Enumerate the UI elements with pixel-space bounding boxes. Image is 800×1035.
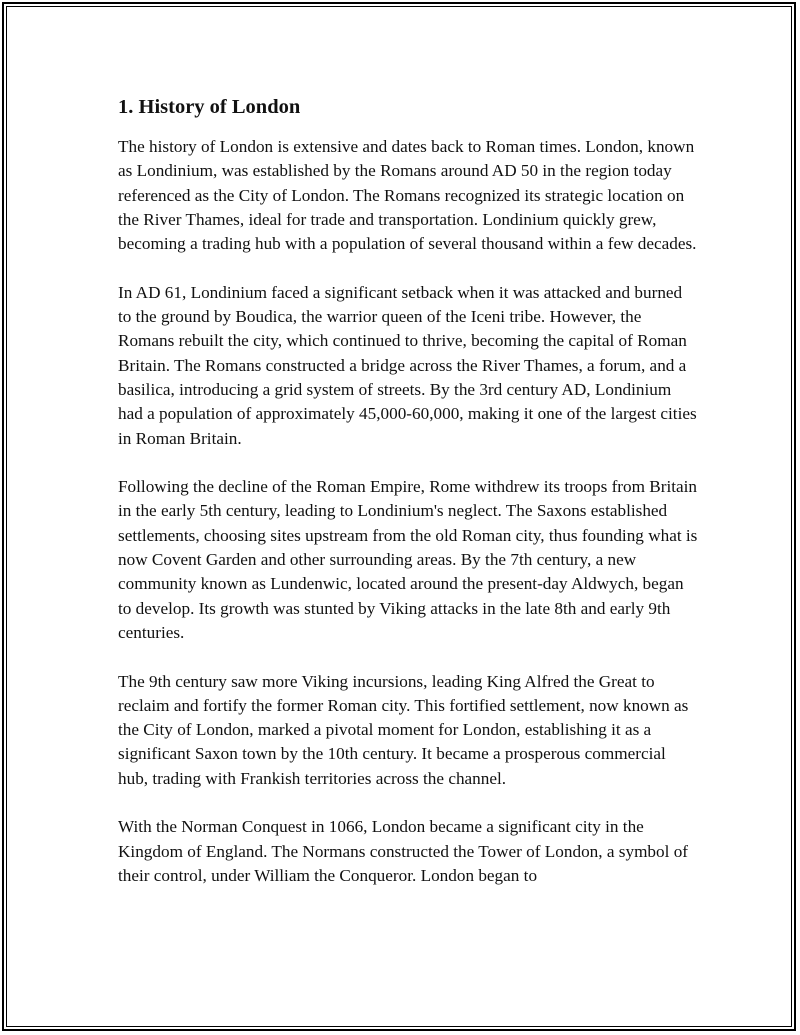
document-title: 1. History of London: [118, 96, 301, 118]
paragraph-alfred-the-great: The 9th century saw more Viking incursions, leading King Alfred the Great to reclaim and fortify the former Roman city. This fortified settlement, now known as the City of London, marked a pivotal moment for London, establishing it as a significant Saxon town by the 10th century. It became a prosperous commercial hub, trading with Frankish territories across the channel.: [118, 671, 689, 788]
paragraph-roman-origins: The history of London is extensive and dates back to Roman times. London, known as Londinium, was established by the Romans around AD 50 in the region today referenced as the City of London. The Romans recognized its strategic location on the River Thames, ideal for trade and transportation. Londinium quickly grew, becoming a trading hub with a population of several thousand within a few decades.: [118, 137, 697, 254]
paragraph-saxon-era: Following the decline of the Roman Empire, Rome withdrew its troops from Britain in the early 5th century, leading to Londinium's neglect. The Saxons established settlements, choosing sites upstream from the old Roman city, thus founding what is now Covent Garden and other surrounding areas. By the 7th century, a new community known as Lundenwic, located around the present-day Aldwych, began to develop. Its growth was stunted by Viking attacks in the late 8th and early 9th centuries.: [118, 477, 698, 642]
document-body: [118, 94, 698, 913]
paragraph-norman-conquest: With the Norman Conquest in 1066, London became a significant city in the Kingdom of England. The Normans constructed the Tower of London, a symbol of their control, under William the Conqueror. London began to: [118, 817, 689, 885]
paragraph-boudica-revolt: In AD 61, Londinium faced a significant setback when it was attacked and burned to the ground by Boudica, the warrior queen of the Iceni tribe. However, the Romans rebuilt the city, which continued to thrive, becoming the capital of Roman Britain. The Romans constructed a bridge across the River Thames, a forum, and a basilica, introducing a grid system of streets. By the 3rd century AD, Londinium had a population of approximately 45,000-60,000, making it one of the largest cities in Roman Britain.: [118, 282, 697, 448]
